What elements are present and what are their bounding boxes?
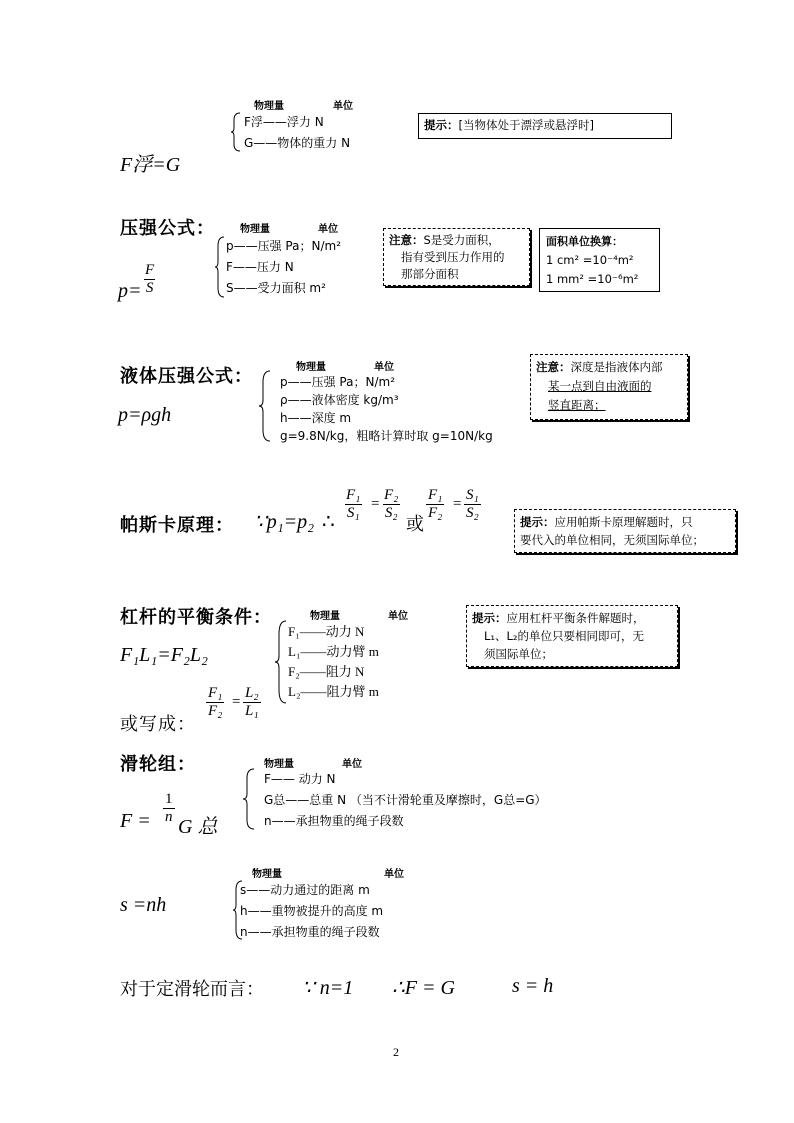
lever-row-l1: L₁——动力臂 m: [288, 644, 379, 659]
tip-line: L₁、L₂的单位只要相同即可，无: [484, 629, 645, 643]
conversion-line: 1 mm² =10⁻⁶m²: [546, 272, 639, 286]
liquid-note-box: [530, 354, 688, 420]
header-quantity: 物理量: [310, 611, 340, 622]
lever-tip-box: [466, 605, 678, 667]
liquid-row-p: p——压强 Pa；N/m²: [280, 375, 396, 389]
pascal-because: ∵p₁=p₂: [254, 511, 315, 533]
brace-icon: [258, 370, 272, 442]
liquid-row-g: g=9.8N/kg，粗略计算时取 g=10N/kg: [280, 429, 493, 443]
fraction-numerator: F₂: [384, 487, 399, 503]
fraction-numerator: 1: [165, 791, 173, 807]
lever-fraction-f1-f2: [206, 685, 224, 720]
buoyancy-formula: F浮=G: [120, 154, 181, 176]
note-label: 注意：: [389, 233, 424, 247]
distance-formula: s =nh: [120, 894, 167, 916]
note-label: 注意：: [536, 360, 571, 374]
pulley-title: 滑轮组：: [120, 754, 196, 775]
equals-sign: =: [232, 694, 241, 710]
tip-line: 须国际单位；: [484, 647, 553, 661]
equals-sign: =: [453, 496, 462, 512]
pulley-row-g: G总——总重 N （当不计滑轮重及摩擦时，G总=G）: [264, 793, 547, 807]
liquid-row-rho: ρ——液体密度 kg/m³: [280, 393, 399, 407]
conversion-title: 面积单位换算：: [546, 235, 623, 248]
note-line: 指有受到压力作用的: [401, 250, 505, 264]
fraction-numerator: S₁: [466, 487, 479, 503]
fraction-denominator: S: [145, 280, 154, 296]
lever-formula: F₁L₁=F₂L₂: [120, 644, 208, 666]
tip-label: 提示：: [424, 118, 459, 132]
fixed-pulley-because: ∵ n=1: [302, 977, 354, 999]
header-unit: 单位: [318, 224, 338, 235]
pressure-row-f: F——压力 N: [226, 260, 294, 274]
page-number: 2: [393, 1045, 399, 1059]
header-quantity: 物理量: [240, 224, 270, 235]
pressure-note-box: [383, 228, 530, 286]
fixed-pulley-s-eq: s = h: [512, 975, 554, 997]
distance-row-n: n——承担物重的绳子段数: [240, 925, 380, 939]
pascal-tip-box: [514, 509, 736, 553]
pressure-row-s: S——受力面积 m²: [226, 281, 326, 295]
lever-row-f2: F₂——阻力 N: [288, 664, 365, 679]
area-conversion-box: [539, 228, 660, 292]
note-line: 那部分面积: [401, 267, 459, 281]
fraction-denominator: n: [165, 809, 173, 825]
fraction-numerator: L₂: [245, 685, 259, 701]
pascal-fraction-s1-s2: [464, 487, 481, 522]
pulley-formula-lhs: F =: [120, 810, 151, 832]
brace-icon: [274, 620, 288, 704]
pascal-fraction-f1-f2: [426, 487, 444, 522]
lever-title: 杠杆的平衡条件：: [120, 607, 272, 628]
note-line: 深度是指液体内部: [570, 360, 663, 374]
liquid-title: 液体压强公式：: [120, 366, 253, 387]
pulley-row-n: n——承担物重的绳子段数: [264, 814, 404, 828]
pascal-fraction-f2-s2: [382, 487, 400, 522]
fraction-denominator: F₂: [428, 505, 443, 521]
pressure-title: 压强公式：: [120, 218, 215, 239]
distance-row-s: s——动力通过的距离 m: [240, 883, 370, 897]
note-line: 某一点到自由液面的: [548, 379, 652, 393]
tip-line: 应用杠杆平衡条件解题时，: [506, 611, 645, 625]
fraction-denominator: S₁: [346, 505, 360, 521]
lever-fraction-l2-l1: [243, 685, 261, 720]
brace-icon: [230, 112, 242, 152]
fraction-numerator: F₁: [208, 685, 223, 701]
brace-icon: [242, 768, 256, 830]
fraction-denominator: F₂: [208, 703, 223, 719]
conversion-line: 1 cm² =10⁻⁴m²: [546, 253, 634, 267]
pascal-fraction-f1-s1: [344, 487, 362, 522]
buoyancy-row-weight: G——物体的重力 N: [244, 136, 351, 150]
fixed-pulley-text: 对于定滑轮而言：: [120, 979, 264, 1000]
header-unit: 单位: [388, 611, 408, 622]
fraction-numerator: F₁: [428, 487, 443, 503]
fraction-denominator: S₂: [384, 505, 398, 521]
header-quantity: 物理量: [252, 869, 282, 880]
tip-text: [当物体处于漂浮或悬浮时]: [458, 118, 594, 132]
fraction-denominator: L₁: [245, 703, 259, 719]
header-unit: 单位: [384, 869, 404, 880]
buoyancy-row-force: F浮——浮力 N: [244, 115, 324, 129]
tip-line: 要代入的单位相同，无须国际单位；: [520, 533, 704, 547]
tip-label: 提示：: [472, 611, 507, 625]
pulley-row-f: F—— 动力 N: [264, 772, 336, 786]
pascal-therefore: ∴: [322, 511, 335, 533]
distance-row-h: h——重物被提升的高度 m: [240, 904, 384, 918]
pressure-row-p: p——压强 Pa；N/m²: [226, 239, 342, 253]
pulley-formula-rhs: G 总: [178, 816, 218, 838]
equals-sign: =: [371, 496, 380, 512]
header-quantity: 物理量: [296, 362, 326, 373]
fraction-denominator: S₂: [466, 505, 479, 521]
fraction-numerator: F₁: [346, 487, 361, 503]
header-unit: 单位: [342, 759, 362, 770]
header-unit: 单位: [374, 362, 394, 373]
fraction-numerator: F: [145, 262, 155, 278]
header-unit: 单位: [333, 101, 353, 112]
brace-icon: [214, 236, 226, 298]
pascal-title: 帕斯卡原理：: [120, 515, 234, 536]
pressure-formula-lhs: p=: [118, 280, 142, 302]
pascal-or: 或: [406, 514, 424, 535]
lever-row-l2: L₂——阻力臂 m: [288, 684, 379, 699]
header-quantity: 物理量: [264, 759, 294, 770]
buoyancy-tip-box: [418, 113, 672, 139]
tip-line: 应用帕斯卡原理解题时，只: [554, 515, 693, 529]
header-quantity: 物理量: [254, 101, 284, 112]
note-line: 竖直距离；: [548, 398, 606, 412]
pulley-fraction: [163, 791, 175, 826]
lever-or-write: 或写成：: [120, 714, 196, 735]
lever-row-f1: F₁——动力 N: [288, 624, 365, 639]
pressure-fraction: [143, 262, 156, 297]
note-line: S是受力面积，: [423, 233, 500, 247]
liquid-row-h: h——深度 m: [280, 411, 352, 425]
tip-label: 提示：: [520, 515, 555, 529]
liquid-formula: p=ρgh: [118, 404, 172, 426]
fixed-pulley-therefore: ∴F = G: [392, 977, 455, 999]
